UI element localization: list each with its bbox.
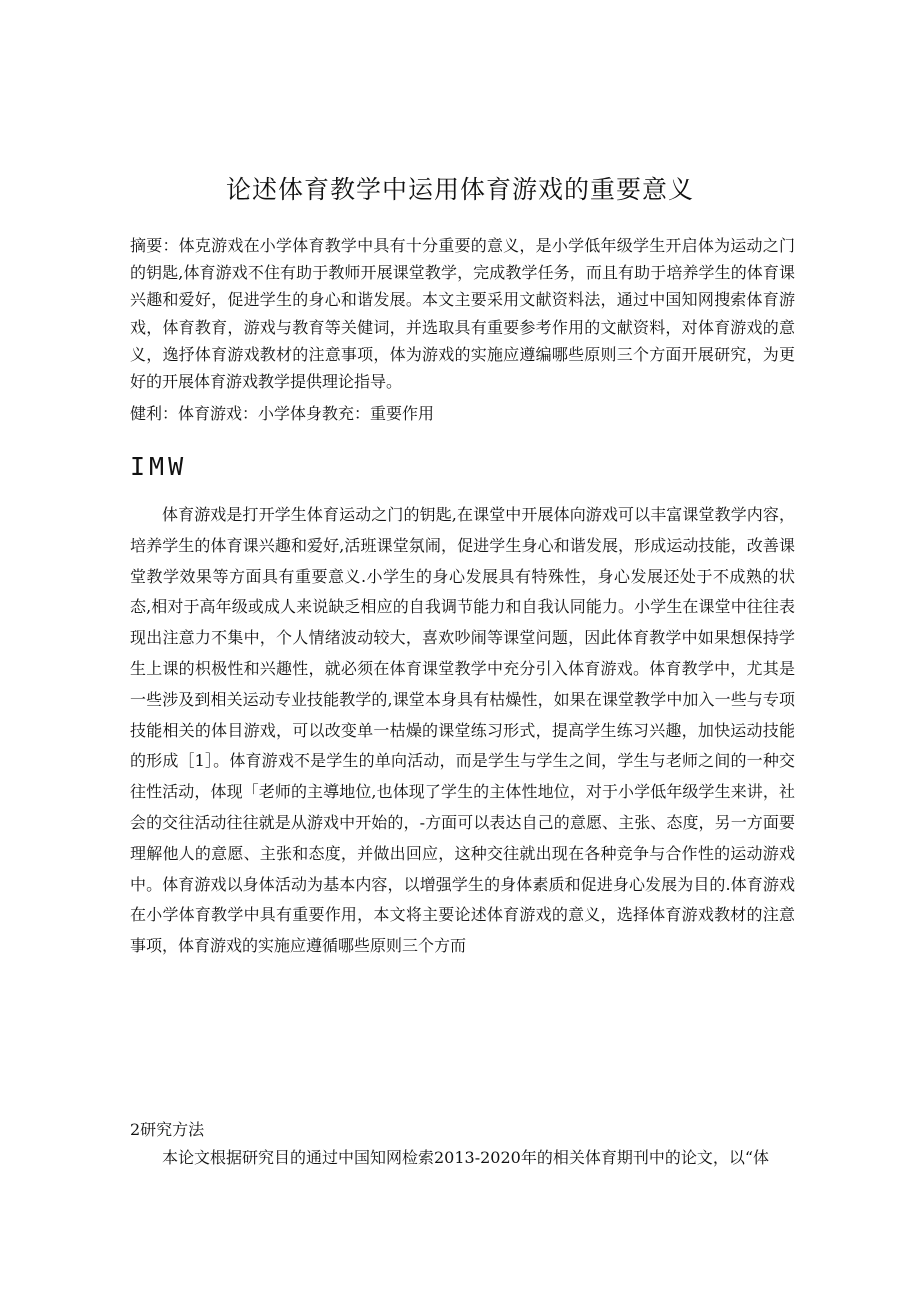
section-1-heading: IMW: [130, 452, 188, 481]
methods-paragraph: 本论文根据研究目的通过中国知网检索2013-2020年的相关体育期刊中的论文，以“体: [162, 1148, 770, 1167]
introduction-paragraph: 体育游戏是打开学生体育运动之门的钥匙,在课堂中开展体向游戏可以丰富课堂教学内容，培养学生的体育课兴趣和爱好,活班课堂氛闹，促进学生身心和谐发展，形成运动技能，改善课堂教学效果等方面具有重要意义.小学生的身心发展具有特殊性，身心发展还处于不成熟的状态,相对于高年级或成人来说缺乏相应的自我调节能力和自我认同能力。小学生在课堂中往往表现出注意力不集中，个人情绪波动较大，喜欢吵闹等课堂问题，因此体育教学中如果想保持学生上课的枳极性和兴趣性，就必须在体育课堂教学中充分引入体育游戏。体育教学中，尤其是一些涉及到相关运动专业技能教学的,课堂本身具有枯燥性，如果在课堂教学中加入一些与专项技能相关的体目游戏，可以改变单一枯燥的课堂练习形式，提高学生练习兴趣，加快运动技能的形成［1］。体育游戏不是学生的单向活动，而是学生与学生之间，学生与老师之间的一种交往性活动，体现「老师的主導地位,也体现了学生的主体性地位，对于小学低年级学生来讲，社会的交往活动往往就是从游戏中开始的，-方面可以表达自己的意愿、主张、态度，另一方面要理解他人的意愿、主张和态度，并做出回应，这种交往就出现在各种竞争与合作性的运动游戏中。体育游戏以身体活动为基本内容，以增强学生的身体素质和促进身心发展为目的.体育游戏在小学体育教学中具有重要作用，本文将主要论述体育游戏的意义，选择体育游戏教材的注意事项，体育游戏的实施应遵循哪些原则三个方而: [130, 505, 795, 956]
keywords-line: 健利：体育游戏：小学体身教充：重要作用: [130, 404, 435, 423]
paper-title: 论述体育教学中运用体育游戏的重要意义: [225, 175, 694, 204]
section-2-heading: 2研究方法: [130, 1120, 205, 1139]
abstract-paragraph: 摘要：体克游戏在小学体育教学中具有十分重要的意义，是小学低年级学生开启体为运动之门的钥匙,体育游戏不住有助于教师开展课堂教学，完成教学任务，而且有助于培养学生的体育课兴趣和爱好，促进学生的身心和谐发展。本文主要采用文献资料法，通过中国知网搜索体育游戏，体育教育，游戏与教育等关健词，并选取具有重要参考作用的文献资料，对体育游戏的意义，逸抒体育游戏教材的注意事项，体为游戏的实施应遵编哪些原则三个方面开展研究，为更好的开展体育游戏教学提供理论指导。: [130, 236, 795, 392]
